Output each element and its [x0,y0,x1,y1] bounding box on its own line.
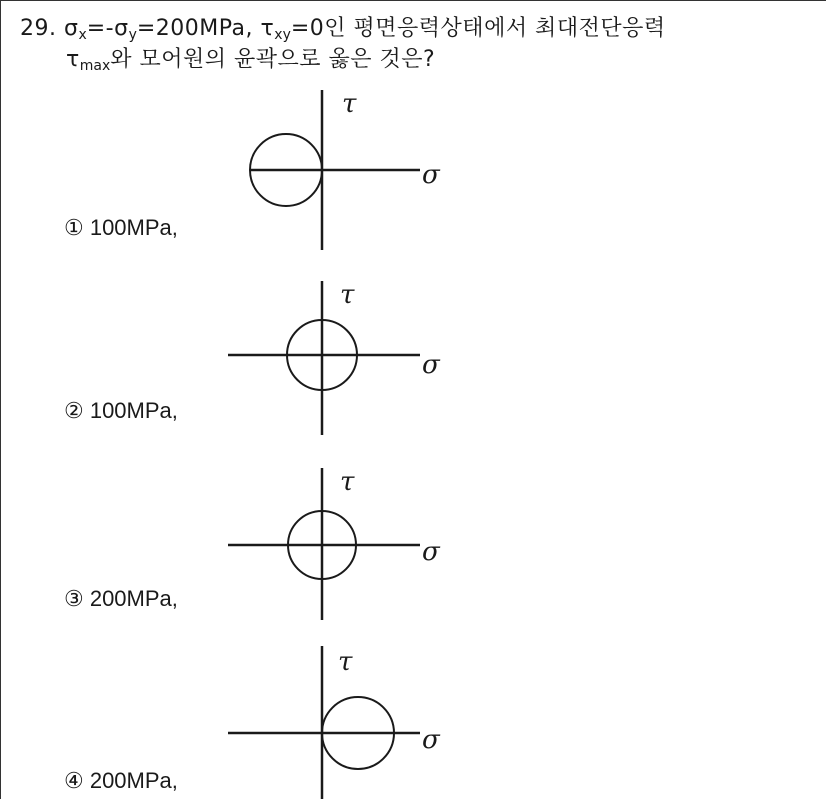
mohr-circle-diagram-4 [222,640,452,799]
tau-axis-label: τ [340,280,355,310]
mohr-circle-diagram-2 [222,275,452,445]
option-1[interactable]: ① 100MPa, [64,215,178,240]
tau-axis-label: τ [340,467,355,497]
option-2[interactable]: ② 100MPa, [64,398,178,423]
mohr-circle-diagram-1 [222,90,452,260]
sigma-axis-label: σ [422,537,440,567]
tau-max-subscript: max [79,58,111,74]
mohr-circle-diagram-3 [222,460,452,630]
tau-axis-label: τ [342,90,357,119]
equals-minus: =- [86,16,115,41]
tau-subscript: xy [274,27,291,43]
sigma-x-symbol: σ [64,16,79,41]
question-number: 29. [20,16,57,41]
option-3[interactable]: ③ 200MPa, [64,586,178,611]
sigma-axis-label: σ [422,725,440,755]
sigma-y-symbol: σ [114,16,129,41]
stress-value: =200MPa, [136,16,254,41]
option-4[interactable]: ④ 200MPa, [64,768,178,793]
tau-axis-label: τ [338,647,353,677]
sigma-y-subscript: y [128,27,137,43]
sigma-axis-label: σ [422,350,440,380]
question-line-1 [20,16,666,48]
tau-max-symbol: τ [66,47,80,72]
sigma-x-subscript: x [78,27,87,43]
sigma-axis-label: σ [422,160,440,190]
question-text-rest: =0인 평면응력상태에서 최대전단응력 [290,16,666,41]
question-text-line2: 와 모어원의 윤곽으로 옳은 것은? [110,47,436,72]
tau-symbol: τ [260,16,275,41]
question-line-2 [66,47,435,79]
